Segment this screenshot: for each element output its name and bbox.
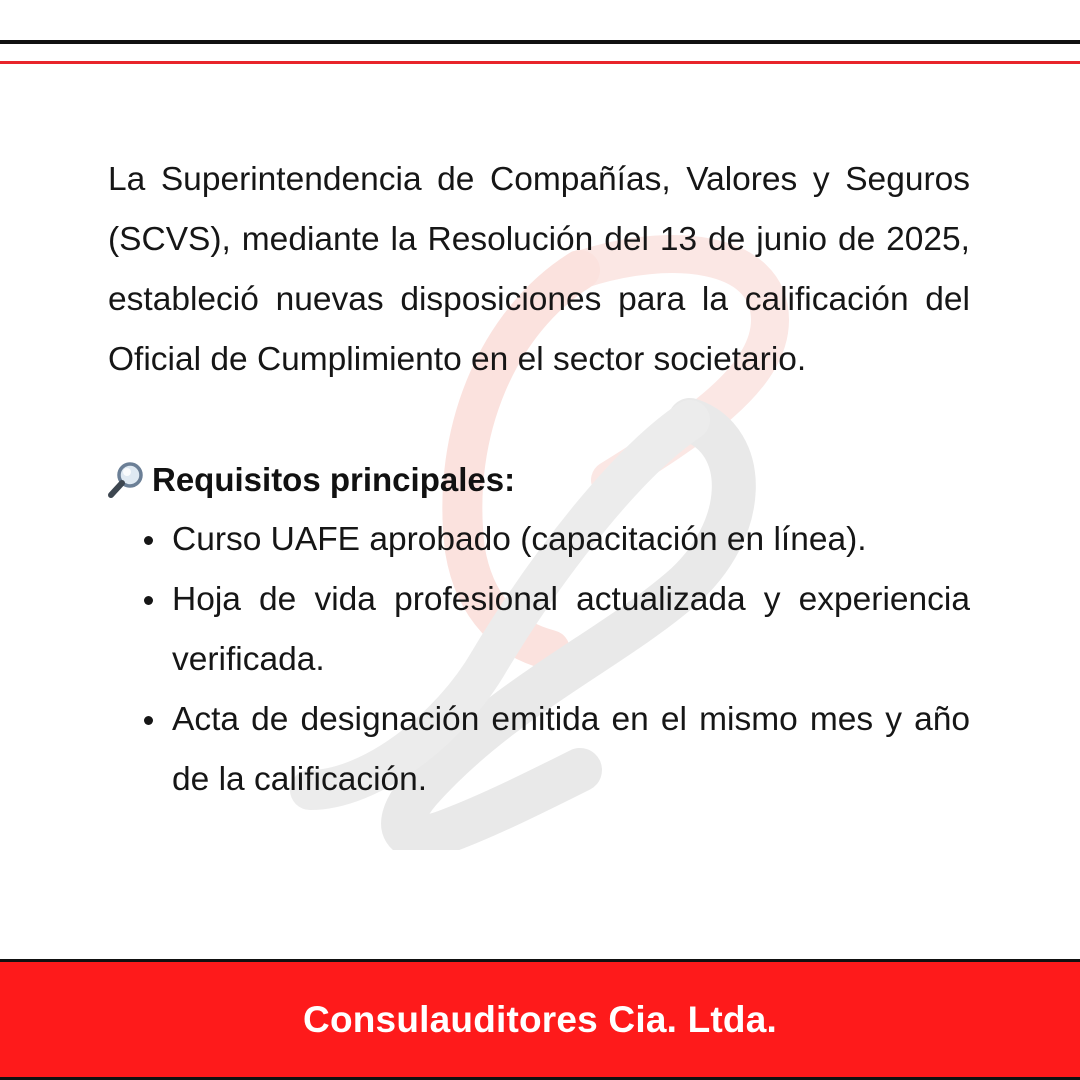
- content: [108, 150, 970, 810]
- top-divider-red: [0, 61, 1080, 64]
- requirements-title: Requisitos principales:: [152, 461, 516, 498]
- intro-paragraph: La Superintendencia de Compañías, Valores y Seguros (SCVS), mediante la Resolución del 13 de junio de 2025, estableció nuevas disposiciones para la calificación del Oficial de Cumplimiento en el sector societario.: [108, 161, 970, 378]
- list-item-text: Acta de designación emitida en el mismo mes y año de la calificación.: [172, 701, 970, 798]
- list-item: [140, 570, 970, 690]
- bullet-icon: [144, 716, 153, 725]
- company-name: Consulauditores Cia. Ltda.: [303, 998, 777, 1040]
- top-divider-black: [0, 40, 1080, 44]
- list-item: [140, 510, 970, 570]
- list-item-text: Curso UAFE aprobado (capacitación en línea).: [172, 521, 867, 558]
- requirements-heading: [108, 450, 970, 510]
- requirements-list: [140, 510, 970, 810]
- list-item-text: Hoja de vida profesional actualizada y experiencia verificada.: [172, 581, 970, 678]
- magnifying-glass-icon: [106, 460, 146, 500]
- footer-bar: [0, 959, 1080, 1080]
- bullet-icon: [144, 596, 153, 605]
- bullet-icon: [144, 536, 153, 545]
- list-item: [140, 690, 970, 810]
